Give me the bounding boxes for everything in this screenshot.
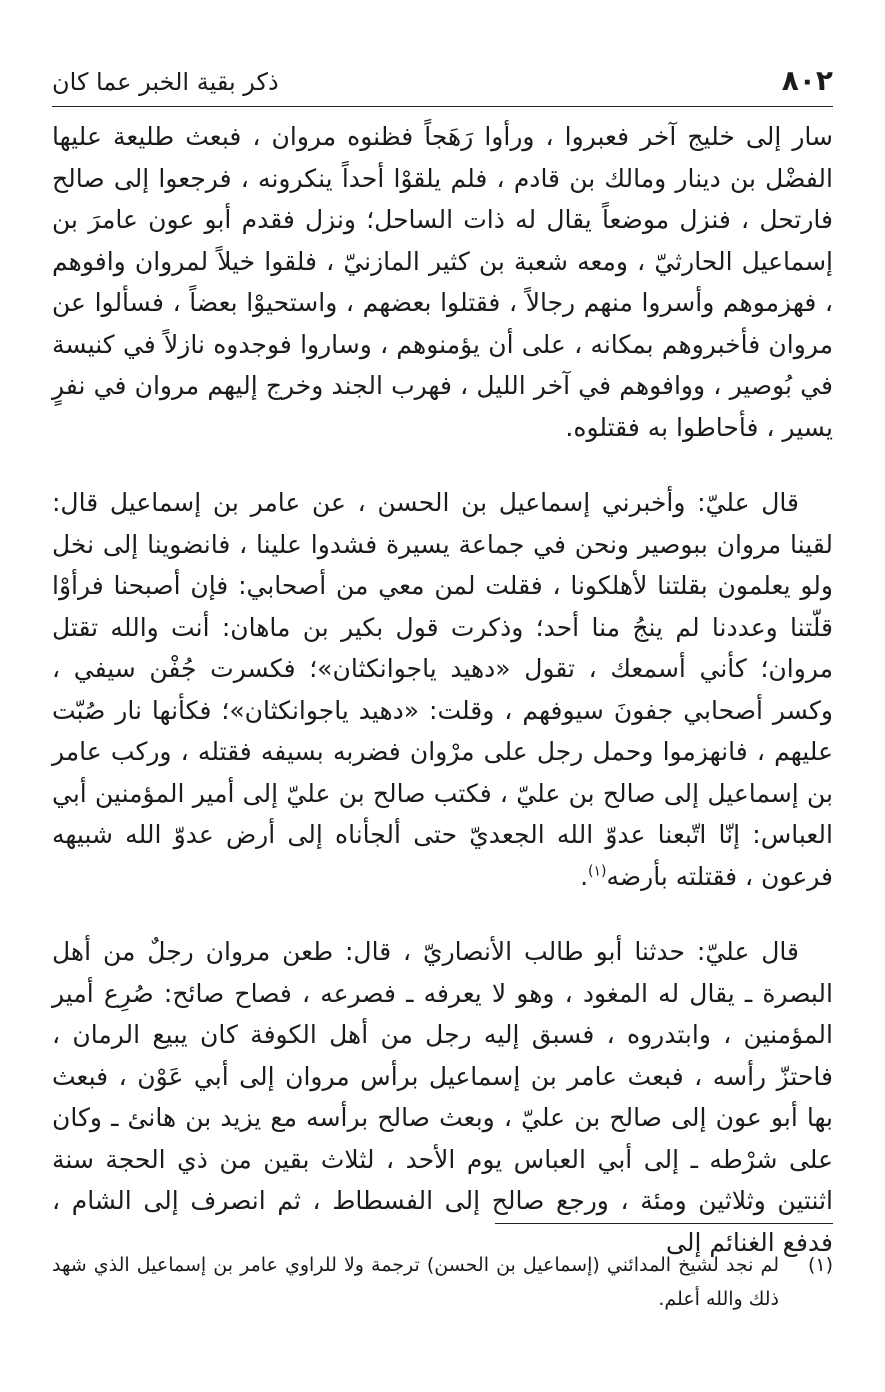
page-number: ٨٠٢ — [781, 64, 833, 97]
footnote-1 — [52, 1248, 833, 1316]
running-title: ذكر بقية الخبر عما كان — [52, 68, 279, 96]
paragraph-2-tail: . — [580, 861, 589, 891]
page-header — [52, 60, 833, 107]
footnote-marker: (١) — [807, 1254, 833, 1276]
footnote-divider — [495, 1223, 833, 1224]
paragraph-3 — [52, 931, 833, 1263]
paragraph-2-text: قال عليّ: وأخبرني إسماعيل بن الحسن ، عن عامر بن إسماعيل قال: لقينا مروان ببوصير ونحن في جماعة يسيرة فشدوا علينا ، فانضوينا إلى نخل ولو يعلمون بقلتنا لأهلكونا ، فقلت لمن معي من أصحابي: فإن أصبحنا فرأوْا قلّتنا وعددنا لم ينجُ منا أحد؛ وذكرت قول بكير بن ماهان: أنت والله تقتل مروان؛ كأني أسمعك ، تقول «دهيد ياجوانكثان»؛ فكسرت جُفْن سيفي ، وكسر أصحابي جفونَ سيوفهم ، وقلت: «دهيد ياجوانكثان»؛ فكأنها نار صُبّت عليهم ، فانهزموا وحمل رجل على مرْوان فضربه بسيفه فقتله ، وركب عامر بن إسماعيل إلى صالح بن عليّ ، فكتب صالح بن عليّ إلى أمير المؤمنين أبي العباس: إنّا اتّبعنا عدوّ الله الجعديّ حتى ألجأناه إلى أرض عدوّ الله شبيهه فرعون ، فقتلته بأرضه — [52, 488, 833, 891]
main-text — [52, 116, 833, 1263]
paragraph-2 — [52, 482, 833, 897]
paragraph-3-text: قال عليّ: حدثنا أبو طالب الأنصاريّ ، قال: طعن مروان رجلٌ من أهل البصرة ـ يقال له المغود ، وهو لا يعرفه ـ فصرعه ، فصاح صائح: صُرِع أمير المؤمنين ، وابتدروه ، فسبق إليه رجل من أهل الكوفة كان يبيع الرمان ، فاحتزّ رأسه ، فبعث عامر بن إسماعيل برأس مروان إلى أبي عَوْن ، فبعث بها أبو عون إلى صالح بن عليّ ، وبعث صالح برأسه مع يزيد بن هانئ ـ وكان على شرْطه ـ إلى أبي العباس يوم الأحد ، لثلاث بقين من ذي الحجة سنة اثنتين وثلاثين ومئة ، ورجع صالح إلى الفسطاط ، ثم انصرف إلى الشام ، فدفع الغنائم إلى — [52, 937, 833, 1257]
footnote-text: لم نجد لشيخ المدائني (إسماعيل بن الحسن) ترجمة ولا للراوي عامر بن إسماعيل الذي شهد ذلك والله أعلم. — [52, 1254, 779, 1310]
paragraph-1 — [52, 116, 833, 448]
footnotes-section — [52, 1248, 833, 1316]
footnote-reference[interactable]: (١) — [588, 863, 607, 880]
paragraph-1-text: سار إلى خليج آخر فعبروا ، ورأوا رَهَجاً فظنوه مروان ، فبعث طليعة عليها الفضْل بن دينار ومالك بن قادم ، فلم يلقوْا أحداً ينكرونه ، فرجعوا إلى صالح فارتحل ، فنزل موضعاً يقال له ذات الساحل؛ ونزل فقدم أبو عون عامرَ بن إسماعيل الحارثيّ ، ومعه شعبة بن كثير المازنيّ ، فلقوا خيلاً لمروان وافوهم ، فهزموهم وأسروا منهم رجالاً ، فقتلوا بعضهم ، واستحيوْا بعضاً ، فسألوا عن مروان فأخبروهم بمكانه ، على أن يؤمنوهم ، وساروا فوجدوه نازلاً في كنيسة في بُوصير ، ووافوهم في آخر الليل ، فهرب الجند وخرج إليهم مروان في نفرٍ يسير ، فأحاطوا به فقتلوه. — [52, 122, 833, 442]
